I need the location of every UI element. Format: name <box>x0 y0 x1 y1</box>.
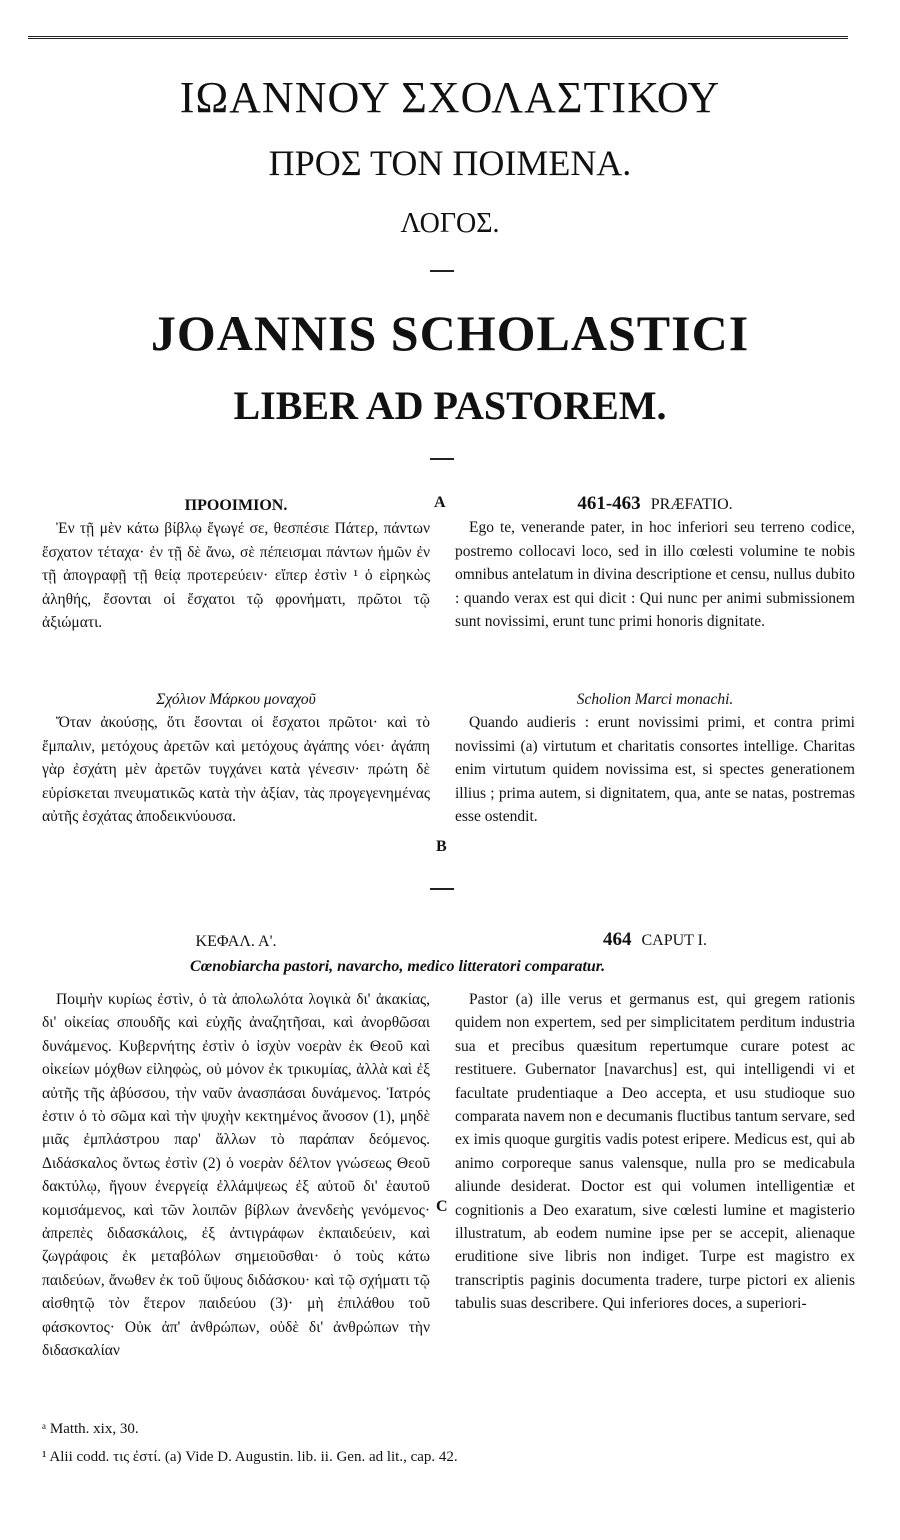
greek-logos-heading: ΛΟΓΟΣ. <box>400 208 500 239</box>
scholion-latin-column <box>455 688 855 828</box>
divider-dash <box>430 458 454 460</box>
scholion-latin-heading: Scholion Marci monachi. <box>576 691 734 708</box>
divider-dash <box>430 270 454 272</box>
greek-title: ΙΩΑΝΝΟΥ ΣΧΟΛΑΣΤΙΚΟΥ <box>179 73 721 122</box>
chapter-subtitle: Cœnobiarcha pastori, navarcho, medico litteratori comparatur. <box>190 958 606 975</box>
chapter-latin-text: Pastor (a) ille verus et germanus est, qui gregem rationis quidem non expertem, sed per simplicitatem perditum industria sua et precibus quæsitum repertumque curare potest ac restituere. Gubernator [navarchus] est, qui intelligendi vi et facultate prudentiaque a Deo accepta, et usu studioque suo comparata navem non e decumanis fluctibus tantum servare, sed ex imis quoque gurgitis vadis potest eripere. Medicus est, qui ab animo corporeque sanus valensque, nulla pro se medicabula aliunde desiderat. Doctor est qui volumen intelligentiæ et cognitionis a Deo exaratum, sive cœlesti lumine et magisterio illustratum, ab eodem numine ipse per se accepit, alienaque eruditione sive libris non indiget. Turpe est magistro ex transcriptis paginis documenta tradere, turpe pictori ex alienis tabulis suas describere. Qui inferiores doces, a superiori- <box>455 991 855 1313</box>
scholion-greek-column <box>42 688 430 828</box>
chapter-latin-column <box>455 988 855 1316</box>
chapter-greek-text: Ποιμὴν κυρίως ἐστὶν, ὁ τὰ ἀπολωλότα λογικὰ δι' ἀκακίας, δι' οἰκείας σπουδῆς καὶ εὐχῆς ἀναζητῆσαι, καὶ ἀνορθῶσαι δυνάμενος. Κυβερνήτης ἐστὶν ὁ ἰσχὺν νοερὰν ἐκ Θεοῦ καὶ οἰκείων μόχθων εἰληφὼς, οὐ μόνον ἐκ τρικυμίας, ἀλλὰ καὶ ἐξ αὐτῆς τῆς ἀβύσσου, τὴν ναῦν ἀνασπάσαι δυνάμενος. Ἰατρός ἐστιν ὁ τὸ σῶμα καὶ τὴν ψυχὴν κεκτημένος ἄνοσον (1), μηδὲ μιᾶς ἐμπλάστρου παρ' ἄλλων τὸ παράπαν δεόμενος. Διδάσκαλος ὄντως ἐστὶν (2) ὁ νοερὰν δέλτον γνώσεως Θεοῦ δακτύλῳ, ἤγουν ἐνεργείᾳ ἐλλάμψεως ἐξ αὐτοῦ δι' ἑαυτοῦ κομισάμενος, καὶ τῶν λοιπῶν βίβλων ἀνενδεὴς γενόμενος· ἀπρεπὲς διδασκάλοις, ἐξ ἀντιγράφων ἐκπαιδεύειν, καὶ ζωγράφοις ἐκ μεταβόλων σημειοῦσθαι· ὁ τοὺς κάτω παιδεύων, ἄνωθεν ἐκ τοῦ ὕψους διδάσκου· καὶ τῷ σχήματι τῷ αἰσθητῷ τὸν ἕτερον παιδεύου (3)· μὴ ἐπιλάθου τοῦ φάσκοντος· Οὐκ ἀπ' ἀνθρώπων, οὐδὲ δι' ἀνθρώπων τὴν διδασκαλίαν <box>42 991 430 1360</box>
chapter-latin-heading-row <box>455 928 855 952</box>
footnote-a: ᵃ Matth. xix, 30. <box>42 1421 139 1437</box>
preface-latin-heading: PRÆFATIO. <box>650 496 733 513</box>
scholion-greek-heading: Σχόλιον Μάρκου μοναχοῦ <box>156 691 316 708</box>
chapter-greek-column <box>42 988 430 1363</box>
scholion-latin-text: Quando audieris : erunt novissimi primi, et contra primi novissimi (a) virtutum et charitatis consortes intellige. Charitas enim virtutum quidem novissima est, si spectes generationem illius ; prima autem, si dignitatem, qua, ante se natas, postremas esse ostendit. <box>455 714 855 826</box>
chapter-latin-heading-wrap <box>455 928 855 952</box>
chapter-greek-heading-row <box>42 930 430 953</box>
divider-dash <box>430 888 454 890</box>
top-rule <box>28 36 848 39</box>
greek-subtitle: ΠΡΟΣ ΤΟΝ ΠΟΙΜΕΝΑ. <box>268 143 632 183</box>
chapter-latin-heading: CAPUT I. <box>641 932 707 949</box>
latin-title: JOANNIS SCHOLASTICI <box>150 305 750 361</box>
footnote-1: ¹ Alii codd. τις ἐστί. (a) Vide D. Augustin. lib. ii. Gen. ad lit., cap. 42. <box>42 1449 458 1465</box>
page-number: 461-463 <box>577 493 641 514</box>
preface-latin-text: Ego te, venerande pater, in hoc inferiori seu terreno codice, postremo collocavi loco, sed in illo cœlesti volumine te nobis omnibus antelatum in divina descriptione et censu, nullus dubito : quando verax est qui dicit : Qui nunc per animi submissionem sunt novissimi, erunt tunc primi honoris dignitate. <box>455 519 855 631</box>
margin-marker-b: B <box>436 838 447 855</box>
preface-greek-heading: ΠΡΟΟΙΜΙΟΝ. <box>184 497 288 514</box>
preface-greek-column <box>42 494 430 634</box>
page-number: 464 <box>603 929 632 950</box>
latin-subtitle: LIBER AD PASTOREM. <box>233 383 667 428</box>
preface-latin-heading-row <box>455 492 855 516</box>
margin-marker-a: A <box>434 494 446 511</box>
scholion-greek-text: Ὅταν ἀκούσῃς, ὅτι ἔσονται οἱ ἔσχατοι πρῶτοι· καὶ τὸ ἔμπαλιν, μετόχους ἀρετῶν καὶ μετόχους ἀγάπης νόει· ἀγάπη γὰρ ἐσχάτη μὲν ἀρετῶν τυγχάνει κατὰ γένεσιν· πρώτη δὲ εὑρίσκεται πνευματικῶς κατὰ τὴν ἀξίαν, τὰς προγεγενημένας αὐτῆς ἐσχάτας ἀποδεικνύουσα. <box>42 714 430 826</box>
preface-greek-text: Ἐν τῇ μὲν κάτω βίβλῳ ἔγωγέ σε, θεσπέσιε Πάτερ, πάντων ἔσχατον τέταχα· ἐν τῇ δὲ ἄνω, σὲ πέπεισμαι πάντων ἡμῶν ἐν τῇ ἀπογραφῇ τῇ θείᾳ προτερεύειν· εἴπερ ἐστὶν ¹ ὁ εἰρηκὼς ἀληθής, ἔσονται οἱ ἔσχατοι τῷ φρονήματι, πρῶτοι τῷ ἀξιώματι. <box>42 520 430 632</box>
margin-marker-c: C <box>436 1198 448 1215</box>
chapter-greek-heading: ΚΕΦΑΛ. Α'. <box>195 933 277 950</box>
preface-latin-column <box>455 492 855 633</box>
